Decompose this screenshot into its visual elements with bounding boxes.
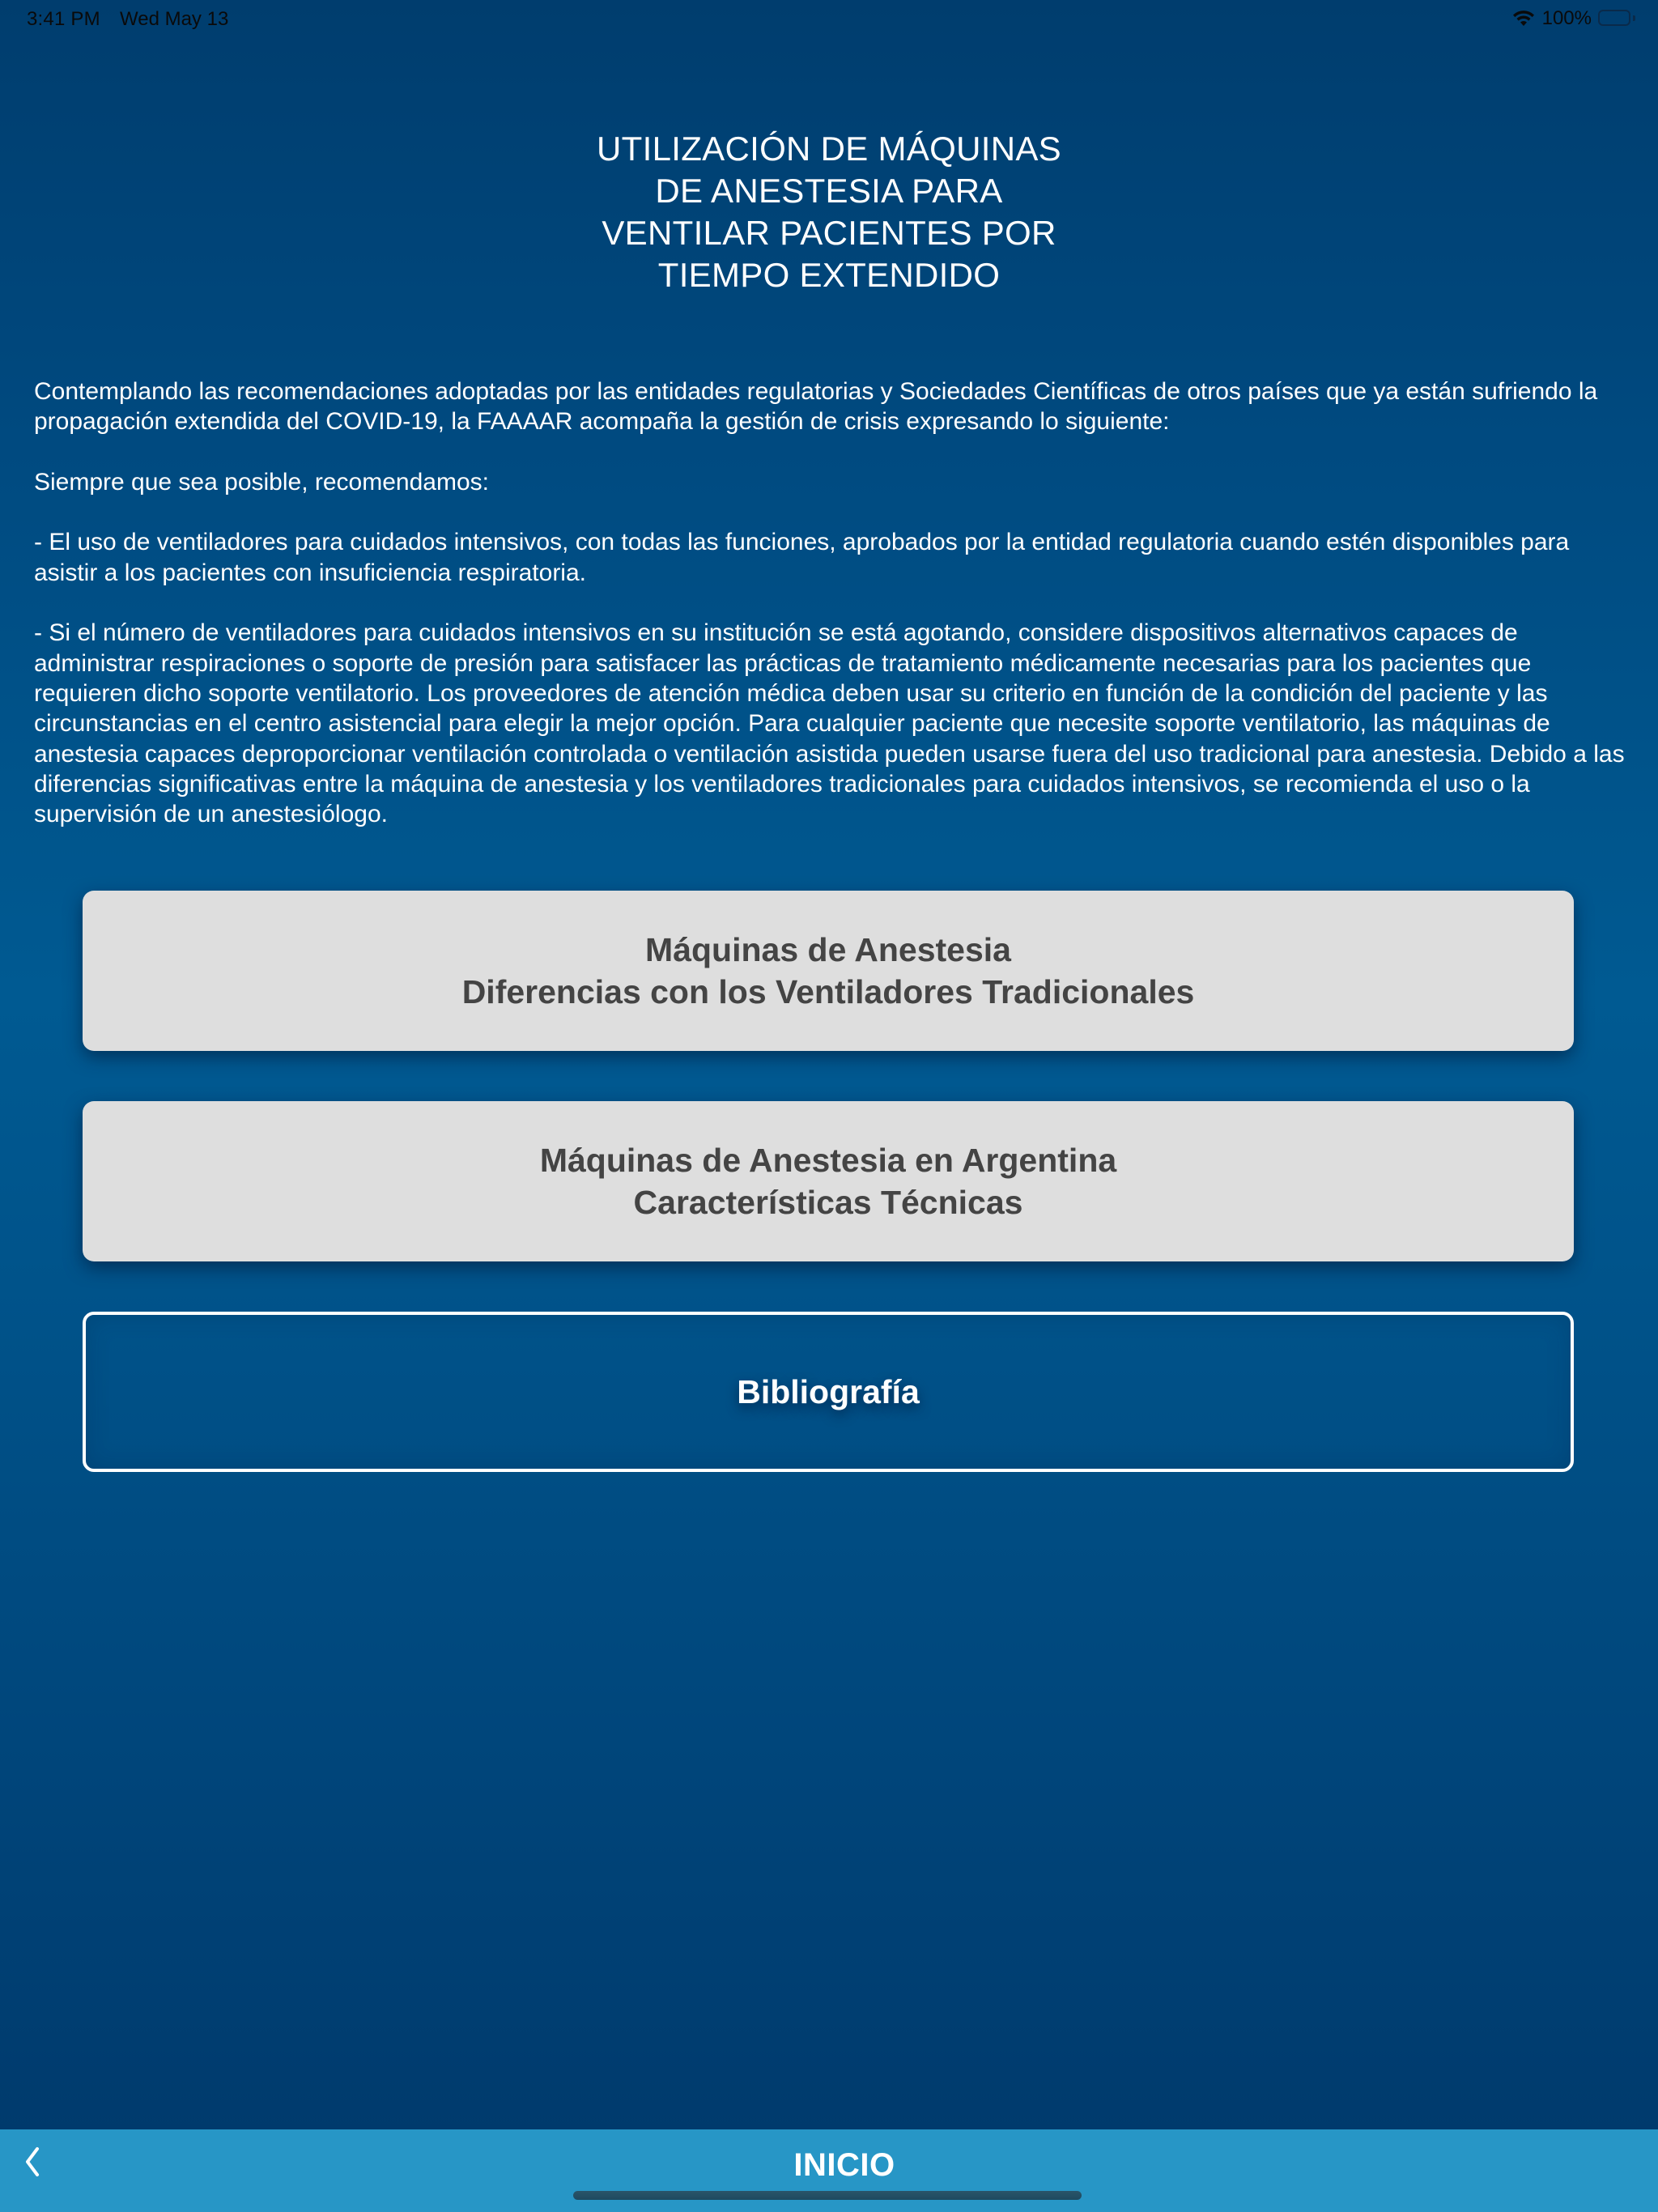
intro-paragraph: Contemplando las recomendaciones adoptadas por las entidades regulatorias y Sociedades Científicas de otros países que ya están sufriendo la propagación extendida del COVID-19, la FAAAAR acompaña la gestión de crisis expresando lo siguiente: <box>34 378 1598 436</box>
home-indicator[interactable] <box>573 2191 1082 2200</box>
battery-percent: 100% <box>1541 7 1592 29</box>
button-label-line: Características Técnicas <box>633 1184 1023 1221</box>
button-label: Bibliografía <box>737 1373 920 1410</box>
status-date: Wed May 13 <box>120 8 229 30</box>
page-title <box>0 128 1658 296</box>
button-label-line: Máquinas de Anestesia <box>645 931 1011 968</box>
button-label-line: Máquinas de Anestesia en Argentina <box>539 1142 1117 1179</box>
page-title-line: DE ANESTESIA PARA <box>655 172 1003 210</box>
recommendation-heading: Siempre que sea posible, recomendamos: <box>34 468 489 496</box>
anesthesia-machines-differences-button[interactable] <box>83 891 1574 1051</box>
status-indicators <box>1511 7 1635 30</box>
button-label-line: Diferencias con los Ventiladores Tradicionales <box>461 973 1195 1010</box>
bibliography-button[interactable] <box>83 1312 1574 1472</box>
wifi-icon <box>1511 10 1536 28</box>
intro-text <box>34 376 1629 829</box>
page-title-line: TIEMPO EXTENDIDO <box>657 256 1001 294</box>
bottom-nav-bar <box>0 2129 1658 2212</box>
nav-title: INICIO <box>793 2147 895 2183</box>
recommendation-item: - El uso de ventiladores para cuidados intensivos, con todas las funciones, aprobados por la entidad regulatoria cuando estén disponibles para asistir a los pacientes con insuficiencia respiratoria. <box>34 529 1570 586</box>
recommendation-item: - Si el número de ventiladores para cuidados intensivos en su institución se está agotando, considere dispositivos alternativos capaces de administrar respiraciones o soporte de presión para satisfacer las prácticas de tratamiento médicamente necesarias para los pacientes que requieren dicho soporte ventilatorio. Los proveedores de atención médica deben usar su criterio en función de la condición del paciente y las circunstancias en el centro asistencial para elegir la mejor opción. Para cualquier paciente que necesite soporte ventilatorio, las máquinas de anestesia capaces deproporcionar ventilación controlada o ventilación asistida pueden usarse fuera del uso tradicional para anestesia. Debido a las diferencias significativas entre la máquina de anestesia y los ventiladores tradicionales para cuidados intensivos, se recomienda el uso o la supervisión de un anestesiólogo. <box>34 619 1625 828</box>
status-bar <box>0 0 1658 39</box>
page-title-line: UTILIZACIÓN DE MÁQUINAS <box>597 130 1061 168</box>
battery-icon <box>1598 10 1635 28</box>
anesthesia-machines-argentina-button[interactable] <box>83 1101 1574 1261</box>
page-title-line: VENTILAR PACIENTES POR <box>602 214 1056 252</box>
status-time: 3:41 PM <box>27 8 100 30</box>
